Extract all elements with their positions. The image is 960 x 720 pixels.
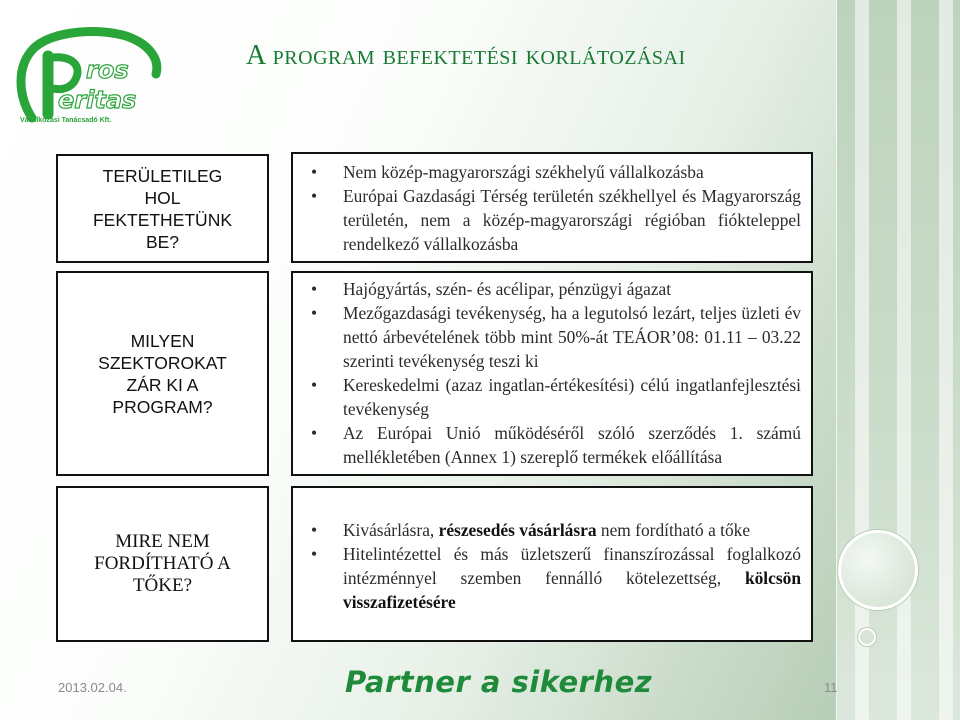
row-label-box: [56, 271, 269, 476]
bullet-item: [311, 421, 801, 469]
bullet-icon: •: [311, 375, 318, 395]
bullet-icon: •: [311, 186, 318, 206]
bullet-text: Az Európai Unió működéséről szóló szerződés 1. számú mellékletében (Annex 1) szereplő termékek előállítása: [343, 423, 801, 467]
bullet-text: Kivásárlásra,: [343, 520, 439, 540]
row-label-box: [56, 154, 269, 263]
bullet-item: [311, 373, 801, 421]
bullet-icon: •: [311, 544, 318, 564]
svg-text:ros: ros: [86, 56, 129, 84]
decorative-dot: [858, 628, 876, 646]
svg-text:eritas: eritas: [58, 86, 137, 114]
bullet-text: Kereskedelmi (azaz ingatlan-értékesítési) célú ingatlanfejlesztési tevékenység: [343, 375, 801, 419]
decorative-stripe: [855, 0, 869, 720]
bullet-list: [311, 277, 801, 469]
bullet-item: [311, 542, 801, 614]
row-label: TERÜLETILEG HOL FEKTETHETÜNK BE?: [92, 165, 233, 252]
decorative-stripe: [897, 0, 911, 720]
svg-text:Vállalkozási Tanácsadó Kft.: Vállalkozási Tanácsadó Kft.: [20, 117, 112, 124]
bullet-item: [311, 301, 801, 373]
bullet-item: [311, 518, 801, 542]
row-content-box: [291, 271, 813, 476]
bullet-list: [311, 160, 801, 256]
bold-text: kölcsön visszafizetésére: [343, 568, 801, 612]
bullet-text: Nem közép-magyarországi székhelyű vállalkozásba: [343, 162, 704, 182]
bullet-icon: •: [311, 279, 318, 299]
row-content-box: [291, 486, 813, 642]
bullet-icon: •: [311, 520, 318, 540]
row-label-box: [56, 486, 269, 642]
bullet-text: Mezőgazdasági tevékenység, ha a legutolsó lezárt, teljes üzleti év nettó árbevételének több mint 50%-át TEÁOR’08: 01.11 – 03.22 szerinti tevékenység teszi ki: [343, 303, 801, 371]
row-label: MILYEN SZEKTOROKAT ZÁR KI A PROGRAM?: [98, 330, 227, 417]
bullet-item: [311, 277, 801, 301]
bullet-item: [311, 184, 801, 256]
row-label: MIRE NEM FORDÍTHATÓ A TŐKE?: [94, 531, 231, 596]
company-logo: [14, 26, 164, 128]
slide-title: A program befektetési korlátozásai: [246, 40, 686, 71]
bullet-icon: •: [311, 303, 318, 323]
decorative-side-panel: [836, 0, 960, 720]
bullet-text: Hajógyártás, szén- és acélipar, pénzügyi ágazat: [343, 279, 672, 299]
footer-date: 2013.02.04.: [58, 680, 127, 695]
bullet-text: nem fordítható a tőke: [596, 520, 751, 540]
bold-text: részesedés vásárlásra: [438, 520, 597, 540]
decorative-circle: [838, 530, 918, 610]
bullet-icon: •: [311, 162, 318, 182]
footer-slogan: Partner a sikerhez: [345, 665, 653, 699]
page-number: 11: [824, 680, 838, 695]
bullet-text: Európai Gazdasági Térség területén székhellyel és Magyarország területén, nem a közép-magyarországi régióban fiókteleppel rendelkező vállalkozásba: [343, 186, 801, 254]
bullet-item: [311, 160, 801, 184]
bullet-text: Hitelintézettel és más üzletszerű finanszírozással foglalkozó intézménnyel szemben fennálló kötelezettség,: [343, 544, 801, 588]
bullet-icon: •: [311, 423, 318, 443]
bullet-list: [311, 518, 801, 614]
row-content-box: [291, 152, 813, 263]
decorative-stripe: [939, 0, 953, 720]
